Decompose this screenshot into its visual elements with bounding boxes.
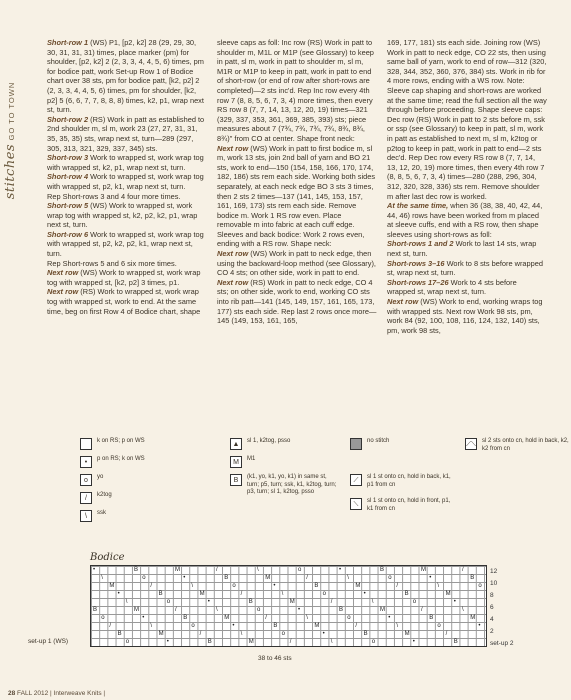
legend-entry: [465, 438, 571, 453]
chart-stitch: /: [462, 567, 464, 573]
chart-stitch: B: [273, 623, 278, 629]
chart-stitch: •: [453, 599, 456, 605]
instruction-text: (WS) Work in patt to first bodice m, sl m, work 13 sts, join 2nd ball of yarn and BO 21 sts, work to end—150 (154, 158, 166, 170, 174, 182, 186) sts rem each side. Working both sides separately, at each neck edge BO 3 sts 3 times, then 2 sts 2 times—137 (141, 145, 153, 157, 161, 169, 173) sts rem each side. Remove bodice m. Work 1 RS row even. Place removable m into fabric at each cuff edge. Sleeves and back bodice: Work 2 rows even, ending with a RS row. Shape neck:: [217, 143, 376, 249]
chart-stitch: o: [166, 599, 171, 605]
chart-stitch: /: [216, 567, 218, 573]
chart-stitch: B: [429, 615, 434, 621]
chart-stitch: •: [117, 591, 120, 597]
chart-stitch: \: [125, 599, 128, 605]
stitch-symbol-icon: \: [80, 510, 92, 522]
instruction-heading: Short-row 1: [47, 38, 89, 47]
paragraph: [47, 259, 207, 269]
stitch-symbol-icon: ▲: [230, 438, 242, 450]
instruction-text: Work to wrapped st, work wrap tog with wrapped st, p2, k2, p2, k1, wrap next st, turn.: [47, 229, 204, 259]
chart-stitch: M: [380, 607, 385, 613]
chart-stitch: M: [421, 567, 426, 573]
chart-row-label: 2: [490, 628, 494, 635]
chart-stitch: /: [355, 623, 358, 629]
paragraph: [387, 259, 547, 278]
chart-stitch: o: [412, 599, 417, 605]
instruction-heading: At the same time,: [387, 201, 449, 211]
chart-stitch: o: [191, 623, 195, 629]
chart-stitch: M: [175, 567, 180, 573]
legend-entry: [80, 456, 187, 468]
chart-stitch: \: [150, 623, 153, 629]
chart-stitch: B: [380, 567, 385, 573]
chart-stitch: B: [207, 639, 212, 645]
instruction-heading: Next row: [47, 287, 79, 297]
chart-stitch: o: [322, 591, 326, 597]
chart-row-label: 10: [490, 580, 498, 587]
chart-stitch: •: [207, 599, 210, 605]
paragraph: [387, 239, 547, 258]
chart-stitch: /: [445, 631, 448, 637]
paragraph: [387, 38, 547, 201]
chart-stitch: o: [101, 615, 105, 621]
chart-row-label: 12: [490, 568, 498, 575]
chart-stitch: •: [183, 575, 186, 581]
chart-stitch: \: [347, 575, 349, 581]
instruction-heading: Short-rows 17–26: [387, 277, 449, 287]
chart-row-label: 6: [490, 604, 494, 611]
chart-stitch: /: [240, 591, 243, 597]
paragraph: [47, 230, 207, 259]
legend-entry: [80, 438, 187, 450]
stitch-symbol-icon: [350, 438, 362, 450]
paragraph: [387, 297, 547, 335]
chart-stitch: o: [347, 615, 351, 621]
chart-stitch: B: [248, 599, 253, 605]
instruction-text: Work to wrapped st, work wrap tog with wrapped st, k2, p1, wrap next st, turn.: [47, 153, 204, 172]
chart-stitch: •: [142, 615, 145, 621]
chart-stitch: /: [396, 583, 399, 589]
chart-stitch: /: [175, 607, 177, 613]
chart-stitch: \: [306, 615, 308, 621]
chart-stitch: o: [281, 631, 285, 637]
legend-label: sl 1, k2tog, psso: [247, 438, 291, 444]
chart-stitch: •: [166, 639, 169, 645]
instruction-heading: Short-row 3: [47, 153, 89, 163]
stitch-symbol-icon: B: [230, 474, 242, 486]
legend-label: M1: [247, 456, 256, 462]
chart-stitch: o: [257, 607, 261, 613]
chart-stitch: o: [142, 575, 146, 581]
stitch-symbol-icon: ⟍: [350, 498, 362, 510]
chart-stitch: M: [158, 631, 164, 637]
instruction-text: 169, 177, 181) sts each side. Joining row (WS) Work in patt to neck edge, CO 22 sts, then using same ball of yarn, work to end of row—312 (320, 328, 344, 352, 360, 376, 384) sts. Work in rib for 4 more rows, ending with a WS row. Note: Sleeve cap shaping and short-rows are worked at the same time; read the full section all the way through before proceeding. Shape sleeve caps: Dec row (RS) Work in patt to 2 sts before m, ssk or ssp (see Glossary) to keep in patt, sl m, work in patt as established to next m, sl m, k2tog or p2tog to keep in patt, work in patt to end—2 sts dec'd. Rep Dec row every RS row 8 (7, 7, 14, 13, 12, 20, 19) more times, then every 4th row 7 (8, 8, 5, 6, 7, 3, 4) times—280 (288, 296, 304, 312, 320, 328, 336) sts rem. Remove shoulder m after last dec row is worked.: [387, 38, 547, 201]
chart-stitch: B: [314, 583, 319, 589]
chart-stitch: /: [265, 615, 267, 621]
paragraph: [47, 172, 207, 191]
text-column-3: [387, 38, 547, 360]
paragraph: [217, 38, 377, 144]
instruction-heading: Next row: [47, 268, 79, 278]
chart-stitch: •: [412, 639, 415, 645]
instruction-text: Work to 4 sts before wrapped st, wrap next st, turn.: [387, 277, 517, 297]
instruction-text: (WS) Work to wrapped st, work wrap tog with wrapped st, k2, p2, k2, p1, wrap next st, turn.: [47, 201, 198, 230]
chart-stitch: o: [437, 623, 441, 629]
page-footer: [8, 690, 105, 697]
legend-label: sl 1 st onto cn, hold in back, k1, p1 from cn: [367, 474, 451, 488]
paragraph: [47, 153, 207, 172]
side-tab-script: stitches: [3, 143, 19, 199]
side-tab-tag: GO TO TOWN: [7, 81, 17, 140]
instruction-heading: Short-rows 3–16: [387, 258, 445, 268]
chart-row-label: 4: [490, 616, 494, 623]
instruction-text: (WS) Work in patt to neck edge, then using the backward-loop method (see Glossary), CO 4 sts; on other side, work in patt to end.: [217, 249, 376, 278]
chart-stitch: B: [93, 607, 98, 613]
chart-stitch: B: [183, 615, 188, 621]
chart-stitch: \: [437, 583, 440, 589]
chart-stitch: M: [224, 615, 230, 621]
chart-stitch: M: [289, 599, 295, 605]
chart-title: Bodice: [90, 552, 125, 563]
legend-entry: [350, 438, 457, 450]
instruction-heading: Short-row 4: [47, 172, 89, 182]
text-column-2: [217, 38, 377, 360]
chart-stitch: \: [281, 591, 284, 597]
paragraph: [47, 287, 207, 316]
stitch-symbol-icon: ⟋: [350, 474, 362, 486]
instruction-heading: Short-row 6: [47, 229, 89, 239]
instruction-text: sleeve caps as foll: Inc row (RS) Work in patt to shoulder m, M1L or M1P (see Glossary) to keep in patt, sl m, work in patt to shoulder m, sl m, M1R or M1P to keep in patt, work in patt to end of short-row (or end of row after short-rows are completed)—2 sts inc'd. Rep Inc row every 4th row 7 (8, 8, 5, 6, 7, 3, 4) more times, then every RS row 8 (7, 7, 14, 13, 12, 20, 19) times—321 (329, 337, 353, 361, 369, 385, 393) sts; piece measures about 7 (7¾, 7¾, 7¾, 7¾, 8¾, 8¾, 8¾)" from CO at center. Shape front neck:: [217, 38, 374, 143]
chart-stitch: o: [298, 567, 302, 573]
legend-label: sl 2 sts onto cn, hold in back, k2, k2 from cn: [482, 438, 569, 452]
chart-row-label: 8: [490, 592, 494, 599]
stitch-symbol-icon: [80, 438, 92, 450]
chart-stitch: /: [330, 599, 333, 605]
chart-stitch: •: [298, 607, 301, 613]
chart-stitch: /: [199, 631, 202, 637]
legend-entry: [350, 498, 457, 513]
instruction-text: Work to wrapped st, work wrap tog with wrapped st, p2, k1, wrap next st, turn.: [47, 172, 204, 191]
chart-stitch: \: [240, 631, 243, 637]
chart-stitch: M: [445, 591, 451, 597]
chart-stitch: B: [404, 591, 409, 597]
chart-stitch: o: [388, 575, 392, 581]
instruction-heading: Short-row 5: [47, 201, 89, 211]
chart-stitch: /: [150, 583, 153, 589]
instruction-heading: Next row: [387, 297, 419, 307]
legend-label: (k1, yo, k1, yo, k1) in same st, turn; p5, turn; ssk, k1, k2tog, turn; p3, turn; sl 1, k2tog, psso: [247, 474, 337, 495]
chart-stitch: M: [109, 583, 115, 589]
chart-stitch: M: [404, 631, 410, 637]
setup-row-label: set-up 1 (WS): [28, 638, 69, 645]
chart-stitch: •: [388, 615, 391, 621]
chart-stitch: /: [289, 639, 292, 645]
instruction-text: Rep Short-rows 3 and 4 four more times.: [47, 191, 181, 201]
instruction-text: (RS) Work in patt to neck edge, CO 4 sts; on other side, work to end, working CO sts into rib patt—141 (145, 149, 157, 161, 165, 173, 177) sts each side. Rep last 2 rows once more—145 (149, 153, 161, 165,: [217, 277, 377, 326]
paragraph: [47, 38, 207, 115]
chart-stitch: B: [117, 631, 122, 637]
chart-stitch: •: [478, 623, 481, 629]
legend-label: sl 1 st onto cn, hold in front, p1, k1 from cn: [367, 498, 451, 512]
paragraph: [47, 192, 207, 202]
chart-stitch: \: [191, 583, 194, 589]
legend-entry: [80, 510, 187, 522]
instruction-heading: Next row: [217, 143, 249, 153]
stitch-count-label: 38 to 46 sts: [258, 655, 292, 662]
legend-entry: [230, 456, 337, 468]
legend-label: no stitch: [367, 438, 390, 444]
chart-stitch: B: [224, 575, 229, 581]
instruction-text: (RS) Work to wrapped st, work wrap tog with wrapped st, work to end. At the same time, beg on first Row 4 of Bodice chart, shape: [47, 287, 201, 316]
legend-label: k2tog: [97, 492, 112, 498]
instruction-text: (RS) Work in patt as established to 2nd shoulder m, sl m, work 23 (27, 27, 31, 31, 35, 35, 35) sts, wrap next st, turn—289 (297, 305, 313, 321, 329, 337, 345) sts.: [47, 114, 205, 153]
legend-label: yo: [97, 474, 104, 480]
instruction-text: Work to 8 sts before wrapped st, wrap next st, turn.: [387, 258, 543, 278]
chart-stitch: M: [470, 615, 476, 621]
chart-stitch: \: [216, 607, 218, 613]
chart-row-label: set-up 2: [490, 640, 514, 647]
chart-stitch: M: [248, 639, 254, 645]
chart-stitch: M: [355, 583, 361, 589]
instruction-text: Rep Short-rows 5 and 6 six more times.: [47, 258, 177, 268]
chart-stitch: o: [478, 583, 482, 589]
chart-stitch: •: [322, 631, 325, 637]
instruction-heading: Short-row 2: [47, 114, 89, 124]
chart-stitch: \: [396, 623, 399, 629]
legend-entry: [350, 474, 457, 489]
paragraph: [217, 249, 377, 278]
paragraph: [387, 201, 547, 239]
chart-stitch: M: [314, 623, 320, 629]
chart-stitch: \: [462, 607, 464, 613]
chart-stitch: \: [101, 575, 103, 581]
bodice-chart-grid: [90, 565, 487, 647]
legend-label: k on RS; p on WS: [97, 438, 145, 444]
paragraph: [47, 201, 207, 230]
chart-stitch: o: [232, 583, 236, 589]
stitch-symbol-icon: •: [80, 456, 92, 468]
paragraph: [217, 278, 377, 326]
paragraph: [47, 268, 207, 287]
legend-label: p on RS; k on WS: [97, 456, 145, 462]
legend-entry: [230, 474, 337, 497]
stitch-symbol-icon: ⟋⟍: [465, 438, 477, 450]
footer-text: FALL 2012 | Interweave Knits |: [17, 690, 106, 697]
chart-stitch: B: [363, 631, 368, 637]
chart-stitch: •: [232, 623, 235, 629]
chart-stitch: /: [109, 623, 112, 629]
chart-stitch: •: [93, 567, 96, 573]
stitch-symbol-icon: /: [80, 492, 92, 504]
chart-stitch: B: [339, 607, 344, 613]
chart-stitch: /: [421, 607, 423, 613]
chart-stitch: M: [199, 591, 205, 597]
chart-stitch: •: [339, 567, 342, 573]
chart-stitch: o: [125, 639, 130, 645]
instruction-heading: Next row: [217, 249, 249, 259]
paragraph: [217, 144, 377, 250]
chart-stitch: B: [134, 567, 139, 573]
chart-stitch: •: [363, 591, 366, 597]
paragraph: [47, 115, 207, 153]
chart-stitch: /: [306, 575, 308, 581]
page-number: 28: [8, 690, 16, 697]
instruction-text: when 36 (38, 38, 40, 42, 44, 44, 46) rows have been worked from m placed at sleeve cuffs, end with a RS row, then shape sleeves using short-rows as foll:: [387, 201, 543, 239]
instruction-text: (WS) Work to end, working wraps tog with wrapped sts. Next row Work 98 sts, pm, work 84 (92, 100, 108, 116, 124, 132, 140) sts, pm, work 98 sts,: [387, 297, 543, 335]
section-side-tab: [0, 40, 22, 240]
legend-entry: [80, 492, 187, 504]
chart-stitch: M: [265, 575, 271, 581]
instruction-text: Work to last 14 sts, wrap next st, turn.: [387, 239, 537, 259]
chart-key: [80, 438, 569, 520]
chart-stitch: B: [158, 591, 163, 597]
paragraph: [387, 278, 547, 297]
pattern-text: [47, 38, 547, 360]
chart-stitch: \: [371, 599, 374, 605]
instruction-heading: Short-rows 1 and 2: [387, 239, 454, 249]
stitch-symbol-icon: M: [230, 456, 242, 468]
stitch-symbol-icon: o: [80, 474, 92, 486]
chart-stitch: o: [371, 639, 376, 645]
legend-entry: [230, 438, 337, 450]
legend-entry: [80, 474, 187, 486]
instruction-text: (WS) Work to wrapped st, work wrap tog with wrapped st, [k2, p2] 3 times, p1.: [47, 268, 201, 287]
chart-stitch: •: [429, 575, 432, 581]
text-column-1: [47, 38, 207, 360]
instruction-text: (WS) P1, [p2, k2] 28 (29, 29, 30, 30, 31, 31, 31) times, place marker (pm) for shoulder, [p2, k2] 2 (2, 3, 3, 4, 4, 5, 6) times, pm for bodice patt, work Set-up Row 1 of Bodice chart over 38 sts, pm for bodice patt, [k2, p2] 2 (2, 3, 3, 4, 4, 5, 6) times, pm for shoulder, [k2, p2] 5 (6, 6, 7, 7, 8, 8, 8) times, k2, p1, wrap next st, turn.: [47, 38, 204, 115]
instruction-heading: Next row: [217, 277, 249, 287]
legend-label: ssk: [97, 510, 106, 516]
chart-stitch: \: [330, 639, 333, 645]
chart-stitch: B: [470, 575, 475, 581]
chart-stitch: M: [134, 607, 139, 613]
chart-stitch: •: [273, 583, 276, 589]
chart-stitch: B: [453, 639, 458, 645]
chart-stitch: \: [257, 567, 259, 573]
